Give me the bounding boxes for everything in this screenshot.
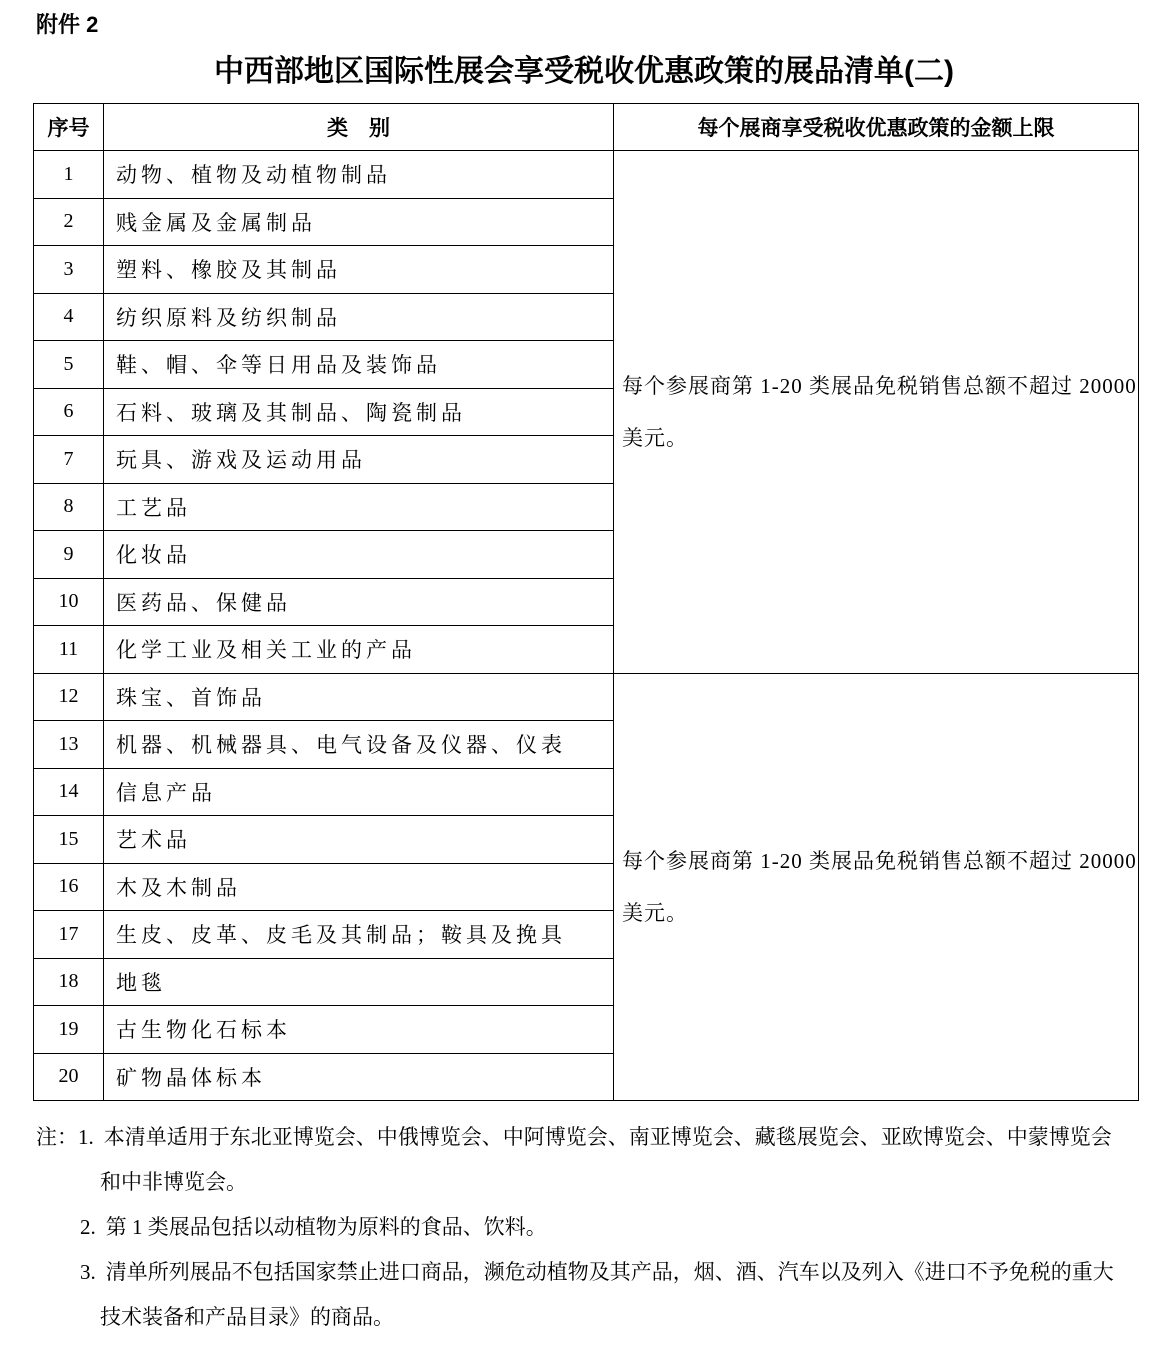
limit-cell-group2: [614, 673, 1139, 1101]
row-category: 化学工业及相关工业的产品: [104, 626, 614, 674]
row-category: 贱金属及金属制品: [104, 198, 614, 246]
row-category: 石料、玻璃及其制品、陶瓷制品: [104, 388, 614, 436]
row-number: 14: [34, 768, 104, 816]
row-number: 3: [34, 246, 104, 294]
row-category: 古生物化石标本: [104, 1006, 614, 1054]
row-category: 医药品、保健品: [104, 578, 614, 626]
note-item-1-line-2: [36, 1160, 1138, 1205]
note-item-1-line-1: [36, 1115, 1138, 1160]
row-category: 工艺品: [104, 483, 614, 531]
row-number: 20: [34, 1053, 104, 1101]
limit-cell-group1: [614, 151, 1139, 674]
note-text: 技术装备和产品目录》的商品。: [100, 1305, 394, 1329]
row-number: 9: [34, 531, 104, 579]
limit-text-line: 每个参展商第 1-20 类展品免税销售总额不超过 20000: [622, 373, 1137, 398]
row-number: 8: [34, 483, 104, 531]
header-no: 序号: [34, 104, 104, 151]
row-number: 11: [34, 626, 104, 674]
attachment-label: 附件 2: [36, 12, 99, 37]
row-category: 地毯: [104, 958, 614, 1006]
row-number: 6: [34, 388, 104, 436]
page-title: 中西部地区国际性展会享受税收优惠政策的展品清单(二): [214, 55, 954, 88]
row-number: 4: [34, 293, 104, 341]
row-category: 木及木制品: [104, 863, 614, 911]
note-label: 注：: [36, 1125, 78, 1149]
note-text: 第 1 类展品包括以动植物为原料的食品、饮料。: [105, 1215, 547, 1239]
row-number: 5: [34, 341, 104, 389]
row-number: 7: [34, 436, 104, 484]
note-text: 和中非博览会。: [100, 1170, 247, 1194]
row-category: 矿物晶体标本: [104, 1053, 614, 1101]
row-category: 塑料、橡胶及其制品: [104, 246, 614, 294]
table-header-row: [34, 104, 1139, 151]
row-number: 16: [34, 863, 104, 911]
limit-text-line: 每个参展商第 1-20 类展品免税销售总额不超过 20000: [622, 848, 1137, 873]
row-number: 10: [34, 578, 104, 626]
note-number: 3.: [80, 1260, 96, 1284]
note-number: 2.: [80, 1215, 96, 1239]
row-number: 12: [34, 673, 104, 721]
row-number: 19: [34, 1006, 104, 1054]
row-number: 1: [34, 151, 104, 199]
row-number: 13: [34, 721, 104, 769]
header-category: 类 别: [104, 104, 614, 151]
limit-text-line: 美元。: [622, 900, 688, 925]
note-item-2-line-1: [36, 1205, 1138, 1250]
note-item-3-line-1: [36, 1250, 1138, 1295]
row-category: 艺术品: [104, 816, 614, 864]
row-category: 纺织原料及纺织制品: [104, 293, 614, 341]
row-category: 鞋、帽、伞等日用品及装饰品: [104, 341, 614, 389]
row-number: 17: [34, 911, 104, 959]
note-item-3-line-2: [36, 1295, 1138, 1340]
row-category: 机器、机械器具、电气设备及仪器、仪表: [104, 721, 614, 769]
row-number: 2: [34, 198, 104, 246]
exhibits-table: [33, 103, 1139, 1101]
row-category: 信息产品: [104, 768, 614, 816]
note-text: 清单所列展品不包括国家禁止进口商品，濒危动植物及其产品，烟、酒、汽车以及列入《进口不予免税的重大: [105, 1260, 1114, 1284]
note-number: 1.: [78, 1125, 94, 1149]
header-limit: 每个展商享受税收优惠政策的金额上限: [614, 104, 1139, 151]
table-row: [34, 151, 1139, 199]
row-number: 18: [34, 958, 104, 1006]
row-category: 玩具、游戏及运动用品: [104, 436, 614, 484]
table-row: [34, 673, 1139, 721]
limit-text-line: 美元。: [622, 425, 688, 450]
row-category: 生皮、皮革、皮毛及其制品；鞍具及挽具: [104, 911, 614, 959]
note-text: 本清单适用于东北亚博览会、中俄博览会、中阿博览会、南亚博览会、藏毯展览会、亚欧博览会、中蒙博览会: [103, 1125, 1112, 1149]
row-number: 15: [34, 816, 104, 864]
row-category: 化妆品: [104, 531, 614, 579]
row-category: 珠宝、首饰品: [104, 673, 614, 721]
row-category: 动物、植物及动植物制品: [104, 151, 614, 199]
notes-section: [36, 1115, 1138, 1340]
